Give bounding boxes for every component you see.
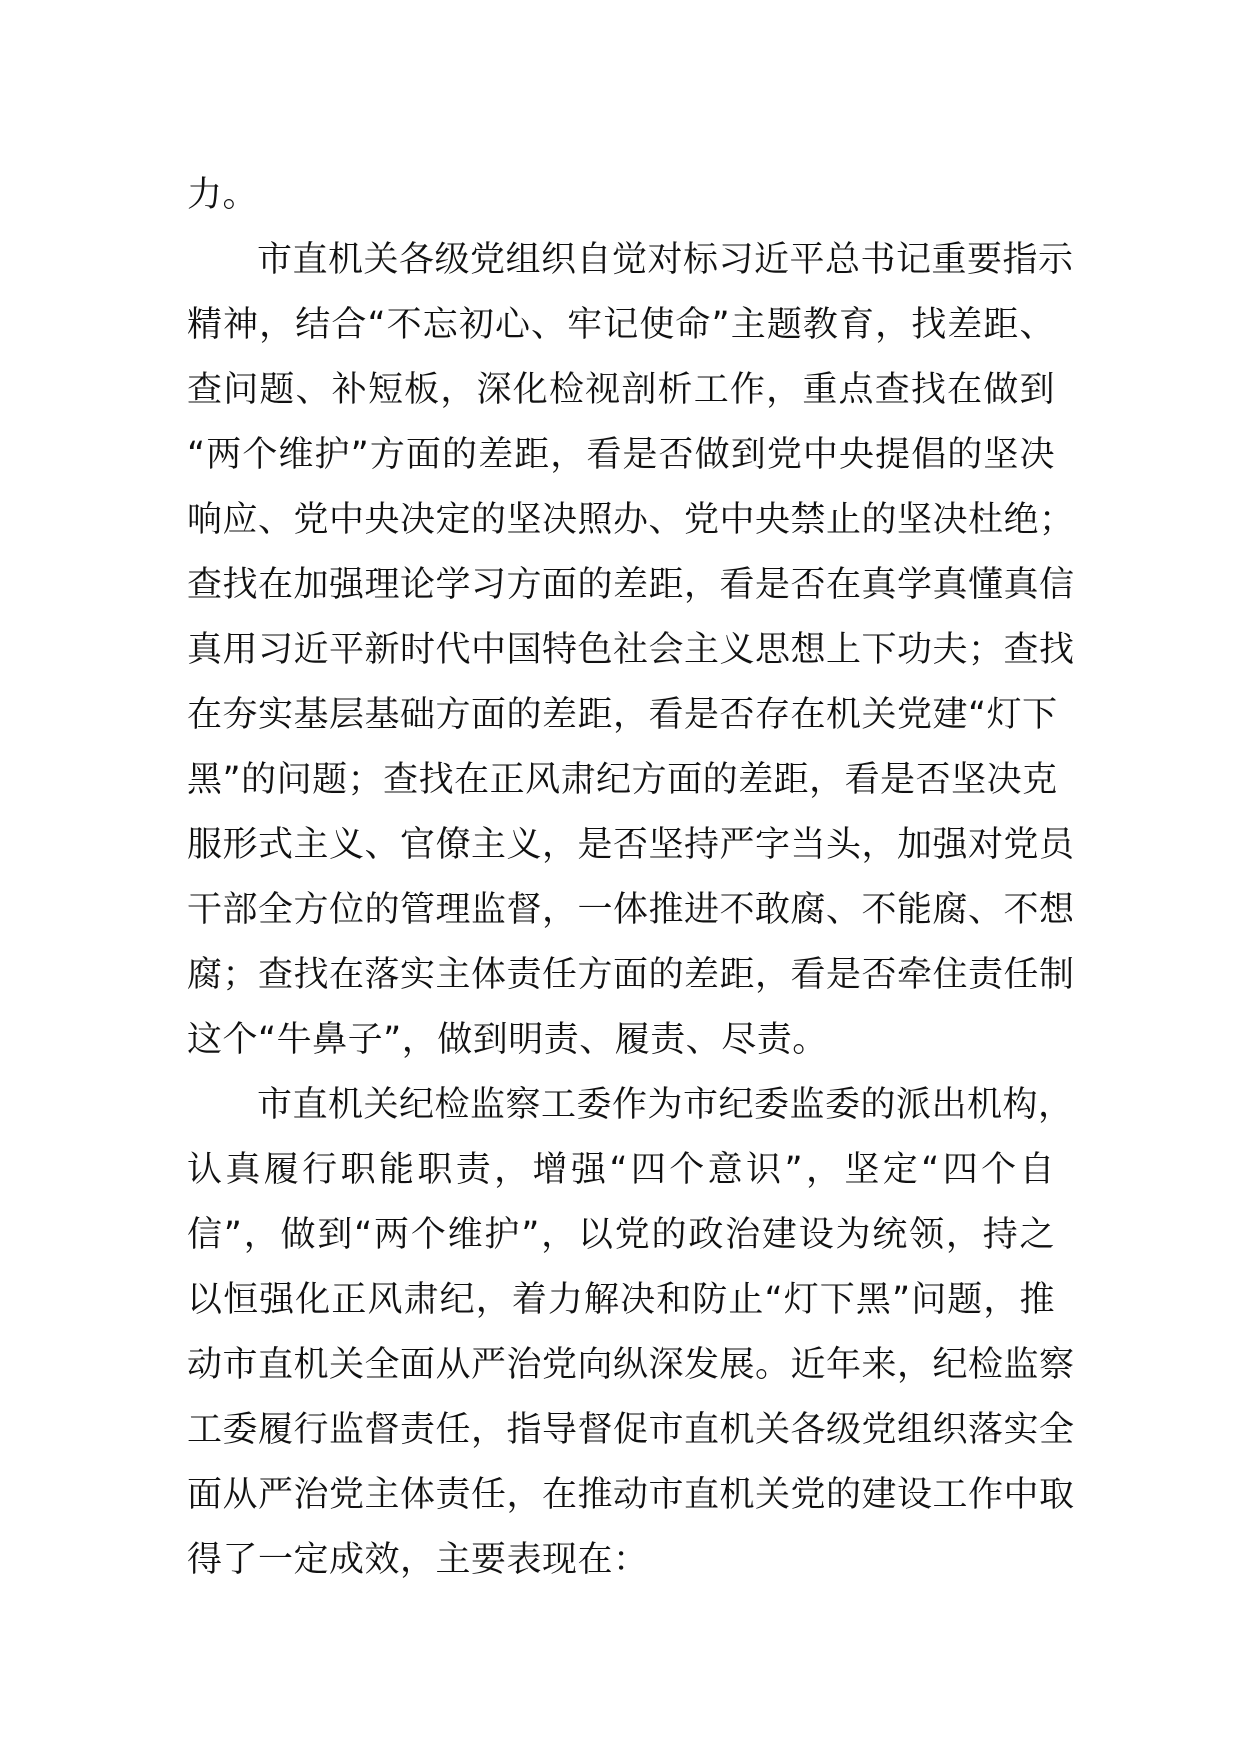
paragraph-last-line: 这个“牛鼻子”，做到明责、履责、尽责。 xyxy=(187,1020,828,1060)
text-line: 服形式主义、官僚主义，是否坚持严字当头，加强对党员 xyxy=(187,825,1075,865)
text-line: 精神，结合“不忘初心、牢记使命”主题教育，找差距、 xyxy=(187,305,1055,345)
text-line: 干部全方位的管理监督，一体推进不敢腐、不能腐、不想 xyxy=(187,890,1075,930)
text-line: 真用习近平新时代中国特色社会主义思想上下功夫；查找 xyxy=(187,630,1075,670)
text-line: 查问题、补短板，深化检视剖析工作，重点查找在做到 xyxy=(187,370,1055,410)
text-line: 认真履行职能职责，增强“四个意识”，坚定“四个自 xyxy=(187,1150,1055,1190)
body-text xyxy=(187,163,1075,1593)
text-line: 查找在加强理论学习方面的差距，看是否在真学真懂真信 xyxy=(187,565,1075,605)
text-line: 响应、党中央决定的坚决照办、党中央禁止的坚决杜绝； xyxy=(187,500,1075,540)
paragraph-first-line: 市直机关各级党组织自觉对标习近平总书记重要指示 xyxy=(257,240,1074,280)
text-line: “两个维护”方面的差距，看是否做到党中央提倡的坚决 xyxy=(187,435,1055,475)
text-line: 动市直机关全面从严治党向纵深发展。近年来，纪检监察 xyxy=(187,1345,1075,1385)
text-line: 黑”的问题；查找在正风肃纪方面的差距，看是否坚决克 xyxy=(187,760,1058,800)
paragraph-first-line: 市直机关纪检监察工委作为市纪委监委的派出机构， xyxy=(257,1085,1074,1125)
text-line: 在夯实基层基础方面的差距，看是否存在机关党建“灯下 xyxy=(187,695,1058,735)
text-line: 以恒强化正风肃纪，着力解决和防止“灯下黑”问题，推 xyxy=(187,1280,1055,1320)
paragraph-last-line: 得了一定成效，主要表现在： xyxy=(187,1540,649,1580)
text-line: 腐；查找在落实主体责任方面的差距，看是否牵住责任制 xyxy=(187,955,1075,995)
text-line: 面从严治党主体责任，在推动市直机关党的建设工作中取 xyxy=(187,1475,1075,1515)
text-line: 信”，做到“两个维护”，以党的政治建设为统领，持之 xyxy=(187,1215,1055,1255)
text-line: 工委履行监督责任，指导督促市直机关各级党组织落实全 xyxy=(187,1410,1075,1450)
text-line: 力。 xyxy=(187,175,259,215)
